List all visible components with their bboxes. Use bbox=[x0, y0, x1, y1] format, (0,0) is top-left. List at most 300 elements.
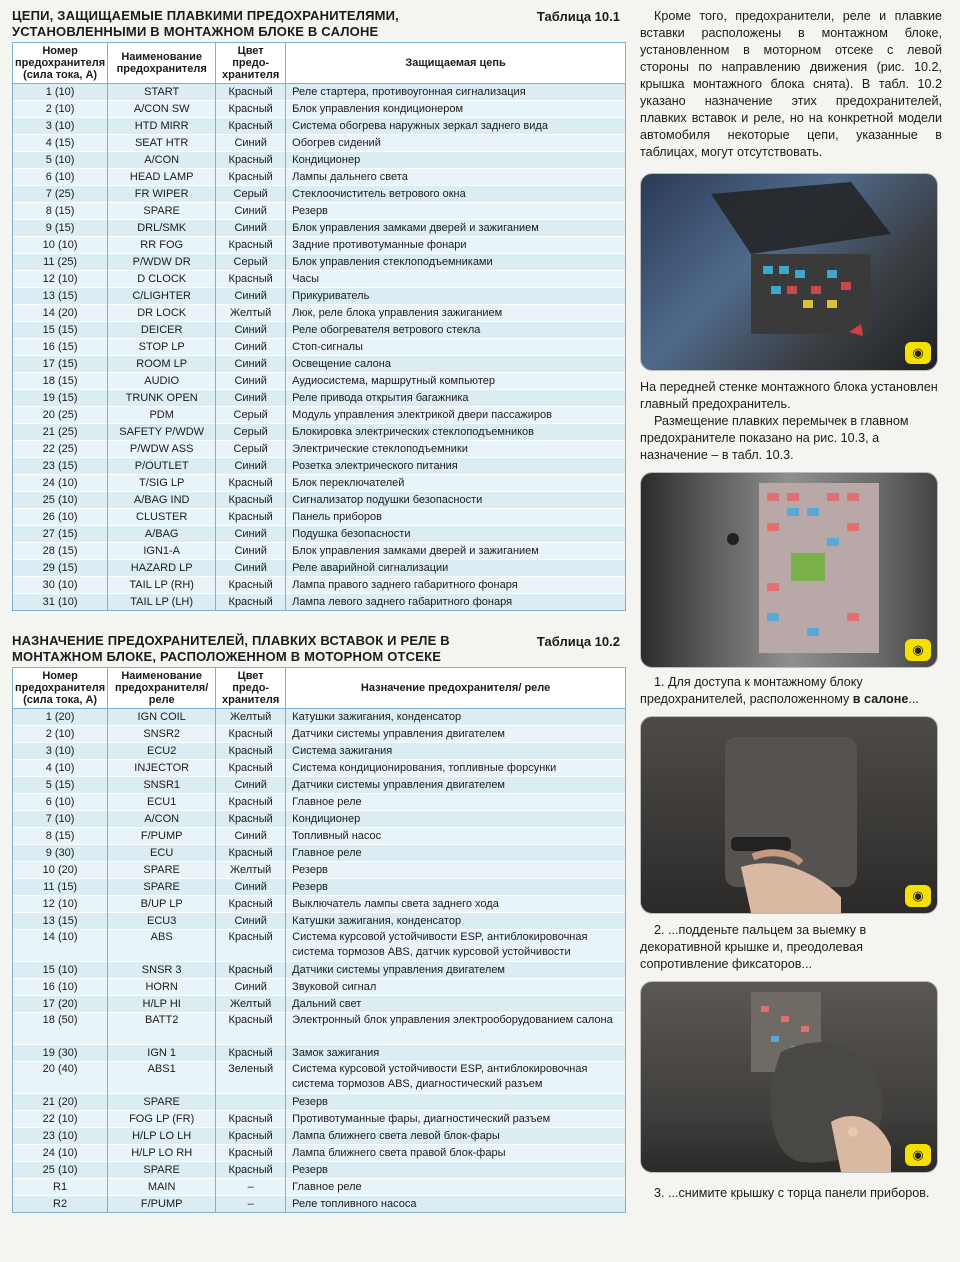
table1-col-name: Наименование предохранителя bbox=[108, 43, 216, 84]
table2-row bbox=[13, 979, 626, 996]
cell-color: Зеленый bbox=[216, 1062, 286, 1094]
cell-number: 18 (50) bbox=[13, 1013, 108, 1045]
cell-color: Синий bbox=[216, 288, 286, 305]
cell-description: Реле обогревателя ветрового стекла bbox=[286, 322, 626, 339]
cell-name: F/PUMP bbox=[108, 828, 216, 845]
cell-name: ABS bbox=[108, 930, 216, 962]
table1-row bbox=[13, 441, 626, 458]
table2-row bbox=[13, 1145, 626, 1162]
cell-number: 7 (10) bbox=[13, 811, 108, 828]
table2-label: Таблица 10.2 bbox=[536, 634, 620, 649]
cell-name: SNSR1 bbox=[108, 777, 216, 794]
cell-name: H/LP LO LH bbox=[108, 1128, 216, 1145]
cell-description: Лампы дальнего света bbox=[286, 169, 626, 186]
table1-row bbox=[13, 271, 626, 288]
cell-number: R2 bbox=[13, 1196, 108, 1213]
table2-row bbox=[13, 709, 626, 726]
cell-number: 25 (10) bbox=[13, 492, 108, 509]
cell-number: 7 (25) bbox=[13, 186, 108, 203]
table2-row bbox=[13, 913, 626, 930]
cell-description: Аудиосистема, маршрутный компьютер bbox=[286, 373, 626, 390]
text-main-fuse: На передней стенке монтажного блока установлен главный предохранитель. bbox=[640, 380, 938, 411]
cell-name: HORN bbox=[108, 979, 216, 996]
cell-description: Замок зажигания bbox=[286, 1045, 626, 1062]
cell-description: Датчики системы управления двигателем bbox=[286, 962, 626, 979]
cell-name: HTD MIRR bbox=[108, 118, 216, 135]
engine-fuse-box-photo bbox=[640, 173, 938, 371]
camera-icon: ◉ bbox=[905, 885, 931, 907]
cell-number: 22 (25) bbox=[13, 441, 108, 458]
cell-name: MAIN bbox=[108, 1179, 216, 1196]
cell-number: 11 (15) bbox=[13, 879, 108, 896]
cell-number: 11 (25) bbox=[13, 254, 108, 271]
cell-color: Серый bbox=[216, 441, 286, 458]
cell-description: Главное реле bbox=[286, 794, 626, 811]
table2-title: НАЗНАЧЕНИЕ ПРЕДОХРАНИТЕЛЕЙ, ПЛАВКИХ ВСТАВОК И РЕЛЕ В МОНТАЖНОМ БЛОКЕ, РАСПОЛОЖЕННОМ В МОТОРНОМ ОТСЕКЕ bbox=[12, 633, 450, 664]
table1-row bbox=[13, 152, 626, 169]
cell-number: 19 (15) bbox=[13, 390, 108, 407]
cell-color: Синий bbox=[216, 526, 286, 543]
cell-color: Синий bbox=[216, 322, 286, 339]
cell-color: Синий bbox=[216, 777, 286, 794]
cell-color: Красный bbox=[216, 118, 286, 135]
cell-description: Резерв bbox=[286, 862, 626, 879]
camera-icon: ◉ bbox=[905, 639, 931, 661]
table2-row bbox=[13, 1196, 626, 1213]
cell-description: Резерв bbox=[286, 1094, 626, 1111]
table2-row bbox=[13, 1128, 626, 1145]
cell-number: 2 (10) bbox=[13, 726, 108, 743]
cell-color: Красный bbox=[216, 1162, 286, 1179]
cell-color: Синий bbox=[216, 979, 286, 996]
cell-number: 24 (10) bbox=[13, 475, 108, 492]
cell-description: Задние противотуманные фонари bbox=[286, 237, 626, 254]
table1-row bbox=[13, 594, 626, 611]
cell-color: Красный bbox=[216, 84, 286, 101]
cell-name: SPARE bbox=[108, 203, 216, 220]
cell-number: 20 (40) bbox=[13, 1062, 108, 1094]
cell-number: 4 (15) bbox=[13, 135, 108, 152]
table1-header bbox=[12, 8, 626, 42]
cell-number: 9 (15) bbox=[13, 220, 108, 237]
cell-name: A/BAG bbox=[108, 526, 216, 543]
cell-description: Блок переключателей bbox=[286, 475, 626, 492]
cell-name: PDM bbox=[108, 407, 216, 424]
cell-description: Реле аварийной сигнализации bbox=[286, 560, 626, 577]
cell-number: 2 (10) bbox=[13, 101, 108, 118]
cell-number: 17 (15) bbox=[13, 356, 108, 373]
step2-caption: 2. ...подденьте пальцем за выемку в декоративной крышке и, преодолевая сопротивление фиксаторов... bbox=[640, 923, 867, 971]
cell-color: Синий bbox=[216, 543, 286, 560]
cell-number: 26 (10) bbox=[13, 509, 108, 526]
cell-number: 19 (30) bbox=[13, 1045, 108, 1062]
cell-color: Красный bbox=[216, 726, 286, 743]
table2-row bbox=[13, 1179, 626, 1196]
cell-color: Красный bbox=[216, 509, 286, 526]
cell-color: Красный bbox=[216, 237, 286, 254]
table1-col-circuit: Защищаемая цепь bbox=[286, 43, 626, 84]
cell-name: ROOM LP bbox=[108, 356, 216, 373]
cell-number: 13 (15) bbox=[13, 288, 108, 305]
cell-color: Синий bbox=[216, 203, 286, 220]
cell-name: H/LP HI bbox=[108, 996, 216, 1013]
cell-color: Красный bbox=[216, 1013, 286, 1045]
cell-name: C/LIGHTER bbox=[108, 288, 216, 305]
cell-name: RR FOG bbox=[108, 237, 216, 254]
table2-row bbox=[13, 1013, 626, 1045]
cell-color: Синий bbox=[216, 373, 286, 390]
cell-number: 12 (10) bbox=[13, 271, 108, 288]
cell-name: TRUNK OPEN bbox=[108, 390, 216, 407]
cell-color: Желтый bbox=[216, 862, 286, 879]
cell-description: Кондиционер bbox=[286, 152, 626, 169]
cell-number: 14 (20) bbox=[13, 305, 108, 322]
table2-row bbox=[13, 930, 626, 962]
table1-row bbox=[13, 254, 626, 271]
cell-color: Серый bbox=[216, 407, 286, 424]
table1-row bbox=[13, 356, 626, 373]
table2-row bbox=[13, 1094, 626, 1111]
cell-number: 5 (10) bbox=[13, 152, 108, 169]
text-fuse-links: Размещение плавких перемычек в главном предохранителе показано на рис. 10.3, а назначение – в табл. 10.3. bbox=[640, 414, 909, 462]
cell-number: 10 (10) bbox=[13, 237, 108, 254]
cell-name: P/WDW ASS bbox=[108, 441, 216, 458]
cell-name: P/OUTLET bbox=[108, 458, 216, 475]
cell-name: IGN 1 bbox=[108, 1045, 216, 1062]
table2-row bbox=[13, 743, 626, 760]
cabin-fuse-box-photo bbox=[640, 472, 938, 668]
table1-col-number: Номер предохранителя (сила тока, А) bbox=[13, 43, 108, 84]
cell-number: 1 (20) bbox=[13, 709, 108, 726]
cell-number: 17 (20) bbox=[13, 996, 108, 1013]
cell-name: STOP LP bbox=[108, 339, 216, 356]
cell-color: Красный bbox=[216, 794, 286, 811]
left-column bbox=[12, 8, 626, 1213]
table1-row bbox=[13, 424, 626, 441]
cell-color: Красный bbox=[216, 475, 286, 492]
cell-description: Звуковой сигнал bbox=[286, 979, 626, 996]
cell-number: 5 (15) bbox=[13, 777, 108, 794]
cell-name: ABS1 bbox=[108, 1062, 216, 1094]
cell-description: Блокировка электрических стеклоподъемников bbox=[286, 424, 626, 441]
cell-color: Синий bbox=[216, 879, 286, 896]
table2-row bbox=[13, 862, 626, 879]
cell-description: Резерв bbox=[286, 1162, 626, 1179]
cell-name: HEAD LAMP bbox=[108, 169, 216, 186]
cell-number: 10 (20) bbox=[13, 862, 108, 879]
cell-color: Красный bbox=[216, 896, 286, 913]
cell-number: 6 (10) bbox=[13, 794, 108, 811]
cell-name: ECU3 bbox=[108, 913, 216, 930]
cell-color: Синий bbox=[216, 356, 286, 373]
table2-header bbox=[12, 633, 626, 667]
right-column bbox=[640, 8, 942, 1202]
cell-description: Подушка безопасности bbox=[286, 526, 626, 543]
cell-number: 3 (10) bbox=[13, 118, 108, 135]
table1-row bbox=[13, 390, 626, 407]
table1-row bbox=[13, 407, 626, 424]
cell-description: Панель приборов bbox=[286, 509, 626, 526]
cell-description: Лампа левого заднего габаритного фонаря bbox=[286, 594, 626, 611]
cell-description: Система зажигания bbox=[286, 743, 626, 760]
cell-number: 16 (15) bbox=[13, 339, 108, 356]
table1-row bbox=[13, 373, 626, 390]
cell-name: TAIL LP (RH) bbox=[108, 577, 216, 594]
cell-name: SPARE bbox=[108, 1162, 216, 1179]
table1-row bbox=[13, 237, 626, 254]
cell-name: DRL/SMK bbox=[108, 220, 216, 237]
table1-row bbox=[13, 220, 626, 237]
cell-color: Красный bbox=[216, 743, 286, 760]
cell-name: ECU bbox=[108, 845, 216, 862]
cell-name: BATT2 bbox=[108, 1013, 216, 1045]
cell-name: SAFETY P/WDW bbox=[108, 424, 216, 441]
cell-color: Желтый bbox=[216, 996, 286, 1013]
table1-label: Таблица 10.1 bbox=[536, 9, 620, 24]
cell-name: A/CON SW bbox=[108, 101, 216, 118]
cell-name: IGN1-A bbox=[108, 543, 216, 560]
table2-row bbox=[13, 962, 626, 979]
cell-name: SNSR 3 bbox=[108, 962, 216, 979]
cell-color: Серый bbox=[216, 424, 286, 441]
cell-number: 30 (10) bbox=[13, 577, 108, 594]
cell-description: Система кондиционирования, топливные форсунки bbox=[286, 760, 626, 777]
cell-name: P/WDW DR bbox=[108, 254, 216, 271]
table2-col-color: Цвет предо-хранителя bbox=[216, 668, 286, 709]
cell-description: Блок управления замками дверей и зажиганием bbox=[286, 543, 626, 560]
cell-description: Лампа ближнего света правой блок-фары bbox=[286, 1145, 626, 1162]
step3-caption: 3. ...снимите крышку с торца панели приборов. bbox=[654, 1186, 930, 1200]
cell-name: CLUSTER bbox=[108, 509, 216, 526]
cell-color: Красный bbox=[216, 1128, 286, 1145]
cell-description: Топливный насос bbox=[286, 828, 626, 845]
table2-row bbox=[13, 879, 626, 896]
cell-description: Освещение салона bbox=[286, 356, 626, 373]
cell-description: Реле топливного насоса bbox=[286, 1196, 626, 1213]
cell-number: 23 (10) bbox=[13, 1128, 108, 1145]
table1-title: ЦЕПИ, ЗАЩИЩАЕМЫЕ ПЛАВКИМИ ПРЕДОХРАНИТЕЛЯМИ, УСТАНОВЛЕННЫМИ В МОНТАЖНОМ БЛОКЕ В САЛОНЕ bbox=[12, 8, 399, 39]
cell-description: Дальний свет bbox=[286, 996, 626, 1013]
cell-name: ECU2 bbox=[108, 743, 216, 760]
table2-row bbox=[13, 760, 626, 777]
table2-col-number: Номер предохранителя (сила тока, А) bbox=[13, 668, 108, 709]
cell-color bbox=[216, 1094, 286, 1111]
table2-row bbox=[13, 1162, 626, 1179]
cell-name: IGN COIL bbox=[108, 709, 216, 726]
cell-description: Система обогрева наружных зеркал заднего вида bbox=[286, 118, 626, 135]
table1-row bbox=[13, 118, 626, 135]
cell-number: 21 (25) bbox=[13, 424, 108, 441]
cell-name: DEICER bbox=[108, 322, 216, 339]
cell-number: 16 (10) bbox=[13, 979, 108, 996]
cell-color: Синий bbox=[216, 339, 286, 356]
cell-color: Красный bbox=[216, 845, 286, 862]
cell-color: Красный bbox=[216, 101, 286, 118]
table1-row bbox=[13, 458, 626, 475]
cell-description: Часы bbox=[286, 271, 626, 288]
cell-name: SNSR2 bbox=[108, 726, 216, 743]
cell-description: Выключатель лампы света заднего хода bbox=[286, 896, 626, 913]
table1-row bbox=[13, 509, 626, 526]
cell-number: 8 (15) bbox=[13, 828, 108, 845]
cell-name: FOG LP (FR) bbox=[108, 1111, 216, 1128]
cell-name: ECU1 bbox=[108, 794, 216, 811]
table1-row bbox=[13, 475, 626, 492]
cell-number: 15 (15) bbox=[13, 322, 108, 339]
table1-row bbox=[13, 288, 626, 305]
cell-description: Сигнализатор подушки безопасности bbox=[286, 492, 626, 509]
table1-col-color: Цвет предо-хранителя bbox=[216, 43, 286, 84]
cell-description: Реле привода открытия багажника bbox=[286, 390, 626, 407]
cell-name: SPARE bbox=[108, 1094, 216, 1111]
cell-number: 27 (15) bbox=[13, 526, 108, 543]
table1-row bbox=[13, 169, 626, 186]
cell-color: Красный bbox=[216, 169, 286, 186]
table2-row bbox=[13, 811, 626, 828]
table2 bbox=[12, 667, 626, 1213]
cell-color: Желтый bbox=[216, 709, 286, 726]
cell-color: Красный bbox=[216, 271, 286, 288]
cell-number: 28 (15) bbox=[13, 543, 108, 560]
cell-number: 24 (10) bbox=[13, 1145, 108, 1162]
cell-name: D CLOCK bbox=[108, 271, 216, 288]
cell-name: F/PUMP bbox=[108, 1196, 216, 1213]
cell-description: Розетка электрического питания bbox=[286, 458, 626, 475]
table2-row bbox=[13, 794, 626, 811]
cell-name: A/CON bbox=[108, 152, 216, 169]
cell-number: 14 (10) bbox=[13, 930, 108, 962]
cell-description: Люк, реле блока управления зажиганием bbox=[286, 305, 626, 322]
cell-color: Синий bbox=[216, 560, 286, 577]
cell-name: B/UP LP bbox=[108, 896, 216, 913]
table1-row bbox=[13, 560, 626, 577]
table2-col-name: Наименование предохранителя/ реле bbox=[108, 668, 216, 709]
cell-color: Красный bbox=[216, 152, 286, 169]
cell-name: A/CON bbox=[108, 811, 216, 828]
table2-row bbox=[13, 1111, 626, 1128]
table1-row bbox=[13, 186, 626, 203]
cell-description: Обогрев сидений bbox=[286, 135, 626, 152]
cell-description: Резерв bbox=[286, 203, 626, 220]
cell-number: R1 bbox=[13, 1179, 108, 1196]
cell-color: Серый bbox=[216, 186, 286, 203]
cell-description: Прикуриватель bbox=[286, 288, 626, 305]
cell-number: 1 (10) bbox=[13, 84, 108, 101]
table1-row bbox=[13, 492, 626, 509]
cell-color: Синий bbox=[216, 135, 286, 152]
cell-color: Синий bbox=[216, 390, 286, 407]
cell-number: 3 (10) bbox=[13, 743, 108, 760]
cell-description: Катушки зажигания, конденсатор bbox=[286, 709, 626, 726]
intro-paragraph: Кроме того, предохранители, реле и плавкие вставки расположены в монтажном блоке, установленном в моторном отсеке с левой стороны по направлению движения (рис. 10.2, крышка монтажного блока снята). В табл. 10.2 указано назначение этих предохранителей, плавких вставок и реле, но на конкретной модели автомобиля некоторые цепи, указанные в таблицах, могут отсутствовать. bbox=[640, 9, 942, 159]
cell-color: Красный bbox=[216, 760, 286, 777]
table1-row bbox=[13, 339, 626, 356]
cell-name: AUDIO bbox=[108, 373, 216, 390]
cell-number: 8 (15) bbox=[13, 203, 108, 220]
table2-row bbox=[13, 896, 626, 913]
cell-number: 31 (10) bbox=[13, 594, 108, 611]
cell-description: Катушки зажигания, конденсатор bbox=[286, 913, 626, 930]
cell-name: START bbox=[108, 84, 216, 101]
cell-description: Лампа ближнего света левой блок-фары bbox=[286, 1128, 626, 1145]
cell-color: Красный bbox=[216, 492, 286, 509]
cell-color: Красный bbox=[216, 811, 286, 828]
cell-number: 4 (10) bbox=[13, 760, 108, 777]
cell-description: Система курсовой устойчивости ESP, антиблокировочная система тормозов ABS, датчик курсовой устойчивости bbox=[286, 930, 626, 962]
cover-off-photo bbox=[640, 981, 938, 1173]
cell-name: SPARE bbox=[108, 879, 216, 896]
cell-description: Противотуманные фары, диагностический разъем bbox=[286, 1111, 626, 1128]
cell-color: – bbox=[216, 1196, 286, 1213]
cell-number: 29 (15) bbox=[13, 560, 108, 577]
table1-row bbox=[13, 322, 626, 339]
cell-number: 23 (15) bbox=[13, 458, 108, 475]
table1-row bbox=[13, 577, 626, 594]
cell-name: T/SIG LP bbox=[108, 475, 216, 492]
cell-description: Блок управления кондиционером bbox=[286, 101, 626, 118]
cell-description: Главное реле bbox=[286, 1179, 626, 1196]
cell-color: Желтый bbox=[216, 305, 286, 322]
cell-name: SEAT HTR bbox=[108, 135, 216, 152]
cell-name: SPARE bbox=[108, 862, 216, 879]
cell-description: Электрические стеклоподъемники bbox=[286, 441, 626, 458]
cell-color: Красный bbox=[216, 930, 286, 962]
table1-row bbox=[13, 101, 626, 118]
camera-icon: ◉ bbox=[905, 342, 931, 364]
cell-description: Реле стартера, противоугонная сигнализация bbox=[286, 84, 626, 101]
table1-row bbox=[13, 305, 626, 322]
cell-color: Красный bbox=[216, 577, 286, 594]
cell-description: Модуль управления электрикой двери пассажиров bbox=[286, 407, 626, 424]
cell-number: 9 (30) bbox=[13, 845, 108, 862]
table2-row bbox=[13, 726, 626, 743]
cell-name: INJECTOR bbox=[108, 760, 216, 777]
cell-description: Кондиционер bbox=[286, 811, 626, 828]
table2-row bbox=[13, 777, 626, 794]
camera-icon: ◉ bbox=[905, 1144, 931, 1166]
cell-number: 13 (15) bbox=[13, 913, 108, 930]
cell-color: Синий bbox=[216, 458, 286, 475]
table2-row bbox=[13, 1045, 626, 1062]
cell-color: Серый bbox=[216, 254, 286, 271]
table1-row bbox=[13, 135, 626, 152]
table1-row bbox=[13, 203, 626, 220]
cell-description: Главное реле bbox=[286, 845, 626, 862]
table1-row bbox=[13, 526, 626, 543]
cell-color: Красный bbox=[216, 1145, 286, 1162]
cover-removal-photo bbox=[640, 716, 938, 914]
table1 bbox=[12, 42, 626, 611]
cell-color: Красный bbox=[216, 594, 286, 611]
table1-row bbox=[13, 84, 626, 101]
cell-color: Красный bbox=[216, 1045, 286, 1062]
cell-description: Блок управления стеклоподъемниками bbox=[286, 254, 626, 271]
cell-color: Красный bbox=[216, 962, 286, 979]
cell-description: Электронный блок управления электрооборудованием салона bbox=[286, 1013, 626, 1045]
cell-description: Резерв bbox=[286, 879, 626, 896]
table2-col-purpose: Назначение предохранителя/ реле bbox=[286, 668, 626, 709]
cell-name: DR LOCK bbox=[108, 305, 216, 322]
cell-number: 22 (10) bbox=[13, 1111, 108, 1128]
cell-number: 15 (10) bbox=[13, 962, 108, 979]
cell-color: Синий bbox=[216, 220, 286, 237]
cell-name: HAZARD LP bbox=[108, 560, 216, 577]
cell-description: Система курсовой устойчивости ESP, антиблокировочная система тормозов ABS, диагностический разъем bbox=[286, 1062, 626, 1094]
cell-color: Синий bbox=[216, 828, 286, 845]
cell-name: H/LP LO RH bbox=[108, 1145, 216, 1162]
cell-description: Стоп-сигналы bbox=[286, 339, 626, 356]
cell-name: FR WIPER bbox=[108, 186, 216, 203]
